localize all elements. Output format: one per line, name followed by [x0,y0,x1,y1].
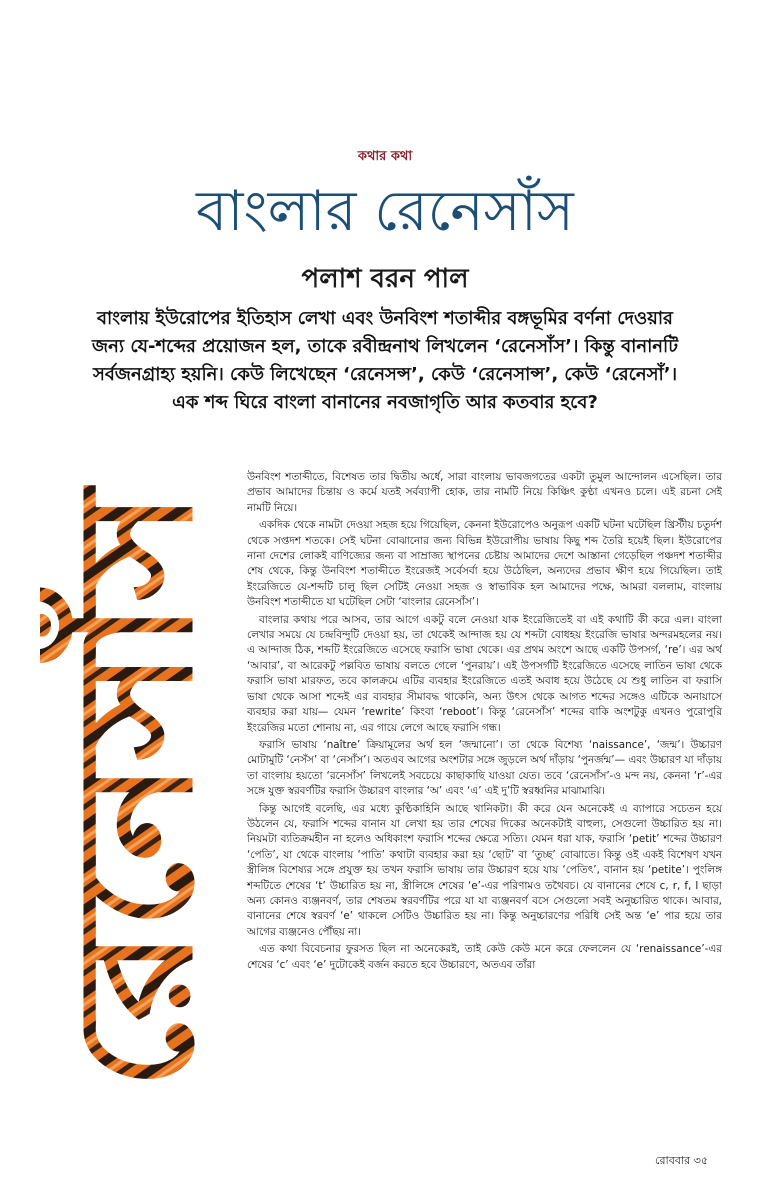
body-paragraph: ফরাসি ভাষায় ‘naître’ ক্রিয়ামূলের অর্থ হল ‘জন্মানো’। তা থেকে বিশেষ্য ‘naissance’, ‘জন্ম’। উচ্চারণ মোটামুটি ‘নেসঁস’ বা ‘নেসাঁস’। অতএব আগের অংশটার সঙ্গে জুড়লে অর্থ দাঁড়ায় ‘পুনর্জন্ম’— এবং উচ্চারণ যা দাঁড়ায় তা বাংলায় হয়তো ‘রনেসাঁস’ লিখলেই সবচেয়ে কাছাকাছি যাওয়া যেত। তবে ‘রেনেসাঁস’-ও মন্দ নয়, কেননা ‘r’-এর সঙ্গে যুক্ত স্বরবর্ণটির ফরাসি উচ্চারণ বাংলার ‘অ’ এবং ‘এ’ এই দু’টি স্বরধ্বনির মাঝামাঝি। [247,738,722,798]
article-title: বাংলার রেনেসাঁস [196,179,574,244]
body-paragraph: বাংলার কথায় পরে আসব, তার আগে একটু বলে নেওয়া যাক ইংরেজিতেই বা এই কথাটি কী করে এল। বাংলা লেখার সময়ে যে চন্দ্রবিন্দুটি দেওয়া হয়, তা থেকেই আন্দাজ হয় যে শব্দটা বোধহয় ইংরেজি ভাষার অন্দরমহলের নয়। এ আন্দাজ ঠিক, শব্দটি ইংরেজিতে এসেছে ফরাসি ভাষা থেকে। এর প্রথম অংশে আছে একটি উপসর্গ, ‘re’। এর অর্থ ‘আবার’, বা আরেকটু পল্লবিত ভাষায় বলতে গেলে ‘পুনরায়’। এই উপসর্গটি ইংরেজিতে এসেছে লাতিন ভাষা থেকে ফরাসি ভাষা মারফত, তবে কালক্রমে এটির ব্যবহার ইংরেজিতে এতই অবাধ হয়ে উঠেছে যে শুধু লাতিন বা ফরাসি ভাষা থেকে আসা শব্দেই এর ব্যবহার সীমাবদ্ধ থাকেনি, অন্য উৎস থেকে আগত শব্দের সঙ্গেও এটিকে অনায়াসে ব্যবহার করা যায়— যেমন ‘rewrite’ কিংবা ‘reboot’। কিন্তু ‘রেনেসাঁস’ শব্দের বাকি অংশটুকু এখনও পুরোপুরি ইংরেজির মতো শোনায় না, এর গায়ে লেগে আছে ফরাসি গন্ধ। [247,613,722,734]
author-name: পলাশ বরন পাল [301,264,469,294]
side-title-art [40,470,245,1110]
body-paragraph: এত কথা বিবেচনার ফুরসত ছিল না অনেকেরই, তাই কেউ কেউ মনে করে ফেললেন যে ‘renaissance’-এর শেষের ‘c’ এবং ‘e’ দুটোকেই বর্জন করতে হবে উচ্চারণে, অতএব তাঁরা [247,943,722,971]
intro-standfirst: বাংলায় ইউরোপের ইতিহাস লেখা এবং উনবিংশ শতাব্দীর বঙ্গভূমির বর্ণনা দেওয়ার জন্য যে-শব্দের প্রয়োজন হল, তাকে রবীন্দ্রনাথ লিখলেন ‘রেনেসাঁস’। কিন্তু বানানটি সর্বজনগ্রাহ্য হয়নি। কেউ লিখেছেন ‘রেনেসন্স’, কেউ ‘রেনেসান্স’, কেউ ‘রেনেসাঁ’। এক শব্দ ঘিরে বাংলা বানানের নবজাগৃতি আর কতবার হবে? [92,308,678,413]
article-body [247,470,722,1110]
body-paragraph: কিন্তু আগেই বলেছি, এর মধ্যে কুণ্ঠিকাহিনি আছে খানিকটা। কী করে যেন অনেকেই এ ব্যাপারে সচেতন হয়ে উঠলেন যে, ফরাসি শব্দের বানান যা লেখা হয় তার শেষের দিকের অনেকটাই বাহুল্য, সেগুলো উচ্চারিত হয় না। নিয়মটা ব্যতিক্রমহীন না হলেও অধিকাংশ ফরাসি শব্দের ক্ষেত্রে সত্যি। যেমন ধরা যাক, ফরাসি ‘petit’ শব্দের উচ্চারণ ‘পেতি’, যা থেকে বাংলায় ‘পাতি’ কথাটা ব্যবহার করা হয় ‘ছোট’ বা ‘তুচ্ছ’ বোঝাতে। কিন্তু ওই একই বিশেষণ যখন স্ত্রীলিঙ্গ বিশেষ্যর সঙ্গে প্রযুক্ত হয় তখন ফরাসি ভাষায় তার উচ্চারণ হয়ে যায় ‘পেতিৎ’, বানান হয় ‘petite’। পুংলিঙ্গ শব্দটিতে শেষের ‘t’ উচ্চারিত হয় না, স্ত্রীলিঙ্গে শেষের ‘e’-এর পরিণামও তথৈবচ। যে বানানের শেষে c, r, f, l ছাড়া অন্য কোনও ব্যঞ্জনবর্ণ, তার শেষতম স্বরবর্ণটির পরে যা যা ব্যঞ্জনবর্ণ বসে সেগুলো সবই অনুচ্চারিত থাকে। আবার, বানানের শেষে স্বরবর্ণ ‘e’ থাকলে সেটিও উচ্চারিত হয় না। কিন্তু অনুচ্চারণের পরিধি সেই অন্ত ‘e’ পার হয়ে তার আগের ব্যঞ্জনেও পৌঁছয় না। [247,802,722,938]
body-paragraph: উনবিংশ শতাব্দীতে, বিশেষত তার দ্বিতীয় অর্ধে, সারা বাংলায় ভাবজগতের একটা তুমুল আন্দোলন এসেছিল। তার প্রভাব আমাদের চিন্তায় ও কর্মে যতই সর্বব্যাপী হোক, তার নামটি নিয়ে কিঞ্চিৎ কুণ্ঠা এখনও চলে। এই রচনা সেই নামটি নিয়ে। [247,471,722,514]
side-art-text: রেনেসাঁস [41,519,228,1090]
kicker: কথার কথা [357,149,413,164]
page-footer: রোববার ৩৫ [655,1154,708,1167]
body-paragraph: একদিক থেকে নামটা দেওয়া সহজ হয়ে গিয়েছিল, কেননা ইউরোপেও অনুরূপ একটি ঘটনা ঘটেছিল খ্রিস্টীয় চতুর্দশ থেকে সপ্তদশ শতকে। সেই ঘটনা বোঝানোর জন্য বিভিন্ন ইউরোপীয় ভাষায় কিছু শব্দ তৈরি হয়েই ছিল। ইউরোপের নানা দেশের লোকই বাণিজ্যের জন্য বা সাম্রাজ্য স্থাপনের চেষ্টায় আমাদের দেশে আস্তানা গেড়েছিল পঞ্চদশ শতাব্দীর শেষ থেকে, কিন্তু উনবিংশ শতাব্দীতে ইংরেজই সর্বেসর্বা হয়ে উঠেছিল, অন্যদের প্রভাব ক্ষীণ হয়ে গিয়েছিল। তাই ইংরেজিতে যে-শব্দটি চালু ছিল সেটিই নেওয়া সহজ ও স্বাভাবিক হল আমাদের পক্ষে, আমরা বললাম, বাংলায় উনবিংশ শতাব্দীতে যা ঘটেছিল সেটা ‘বাংলার রেনেসাঁস’। [247,519,722,609]
